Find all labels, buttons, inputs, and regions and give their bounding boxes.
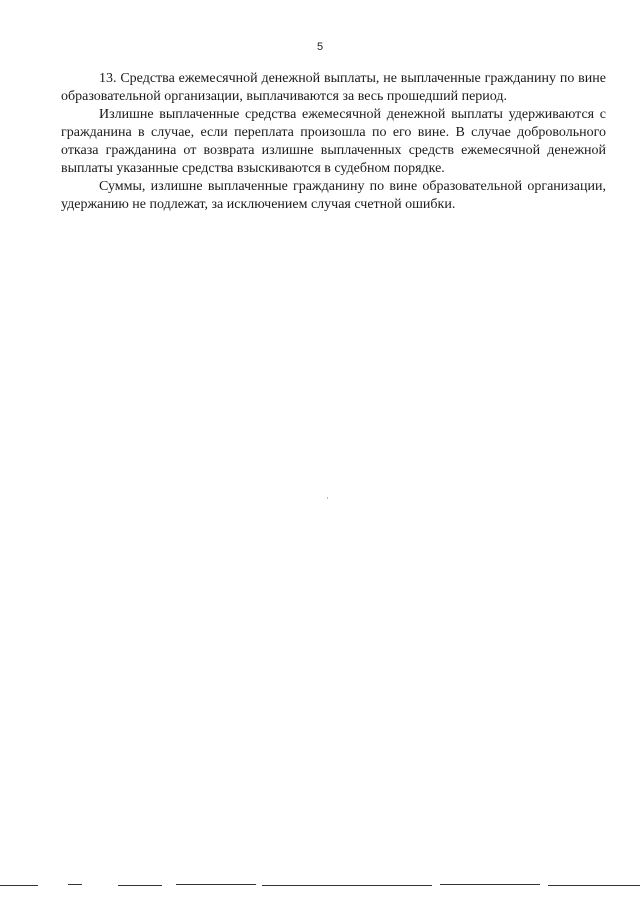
- page-number: 5: [316, 41, 324, 53]
- document-body: [61, 70, 606, 214]
- paragraph-13: 13. Средства ежемесячной денежной выплаты, не выплаченные гражданину по вине образовательной организации, выплачиваются за весь прошедший период.: [61, 71, 606, 104]
- paragraph-overpayment-withholding: Излишне выплаченные средства ежемесячной денежной выплаты удерживаются с гражданина в случае, если переплата произошла по его вине. В случае добровольного отказа гражданина от возврата излишне выплаченных средств ежемесячной денежной выплаты указанные средства взыскиваются в судебном порядке.: [61, 107, 606, 176]
- scan-bottom-edge: [0, 884, 640, 887]
- scan-speck: [327, 497, 328, 499]
- paragraph-no-withholding: Суммы, излишне выплаченные гражданину по вине образовательной организации, удержанию не подлежат, за исключением случая счетной ошибки.: [61, 179, 606, 212]
